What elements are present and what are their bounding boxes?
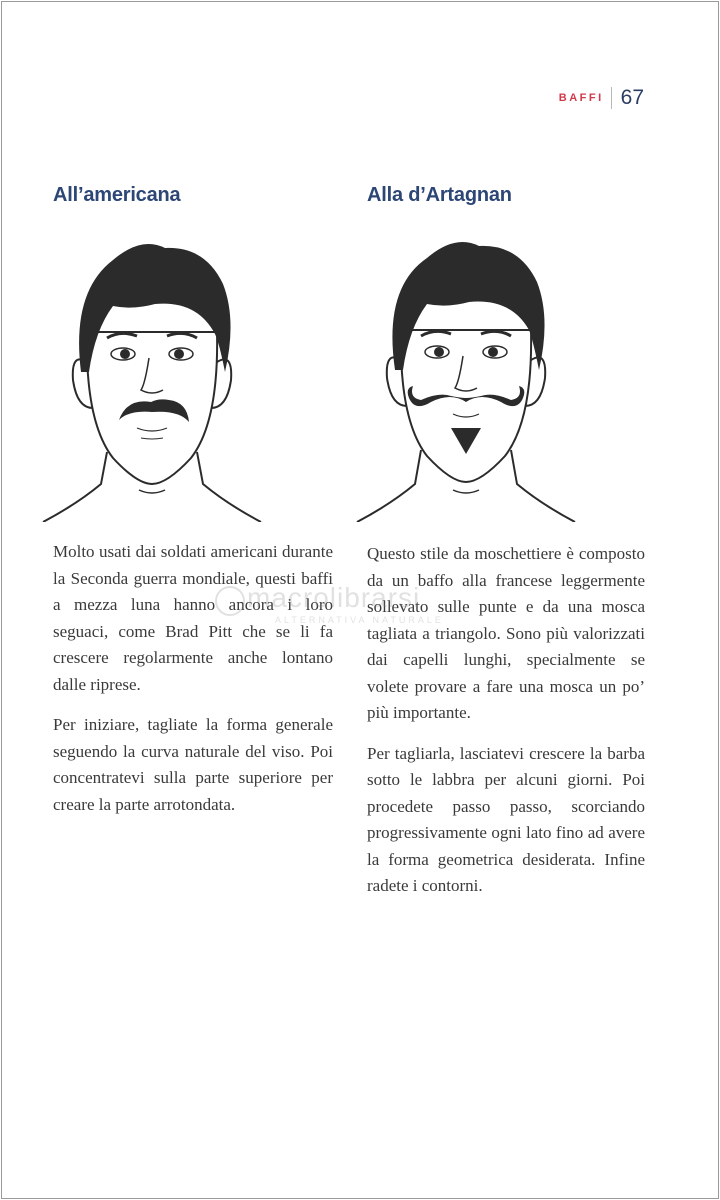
watermark-tagline: ALTERNATIVA NATURALE [275, 615, 444, 625]
watermark-name: macrolibrarsi [247, 582, 421, 613]
left-paragraph-2: Per iniziare, tagliate la forma generale seguendo la curva naturale del viso. Poi concentratevi sulla parte superiore per creare la parte arrotondata. [53, 715, 333, 814]
watermark [215, 582, 505, 624]
face-illustration-dartagnan [351, 222, 581, 522]
header-divider [611, 87, 612, 109]
page-number: 67 [620, 86, 644, 109]
right-title: Alla d’Artagnan [367, 184, 512, 206]
left-column [53, 180, 333, 522]
right-column [367, 180, 645, 522]
section-name: BAFFI [558, 92, 604, 104]
left-title: All’americana [53, 184, 181, 206]
right-paragraph-1: Questo stile da moschettiere è composto da un baffo alla francese leggermente sollevato sulle punte e da una mosca tagliata a triangolo. Sono più valorizzati dai capelli lunghi, specialmente se volete provare a fare una mosca un po’ più importante. [367, 544, 645, 722]
left-paragraph-1: Molto usati dai soldati americani durante la Seconda guerra mondiale, questi baffi a mezza luna hanno ancora i loro seguaci, come Brad Pitt che se li fa crescere regolarmente anche lontano dalle riprese. [53, 542, 333, 694]
face-illustration-americana [37, 222, 267, 522]
watermark-logo-icon [215, 586, 245, 616]
page-header [559, 86, 644, 110]
right-paragraph-2: Per tagliarla, lasciatevi crescere la barba sotto le labbra per alcuni giorni. Poi procedete passo passo, scorciando progressivamente ogni lato fino ad avere la forma geometrica desiderata. Infine radete i contorni. [367, 743, 645, 895]
